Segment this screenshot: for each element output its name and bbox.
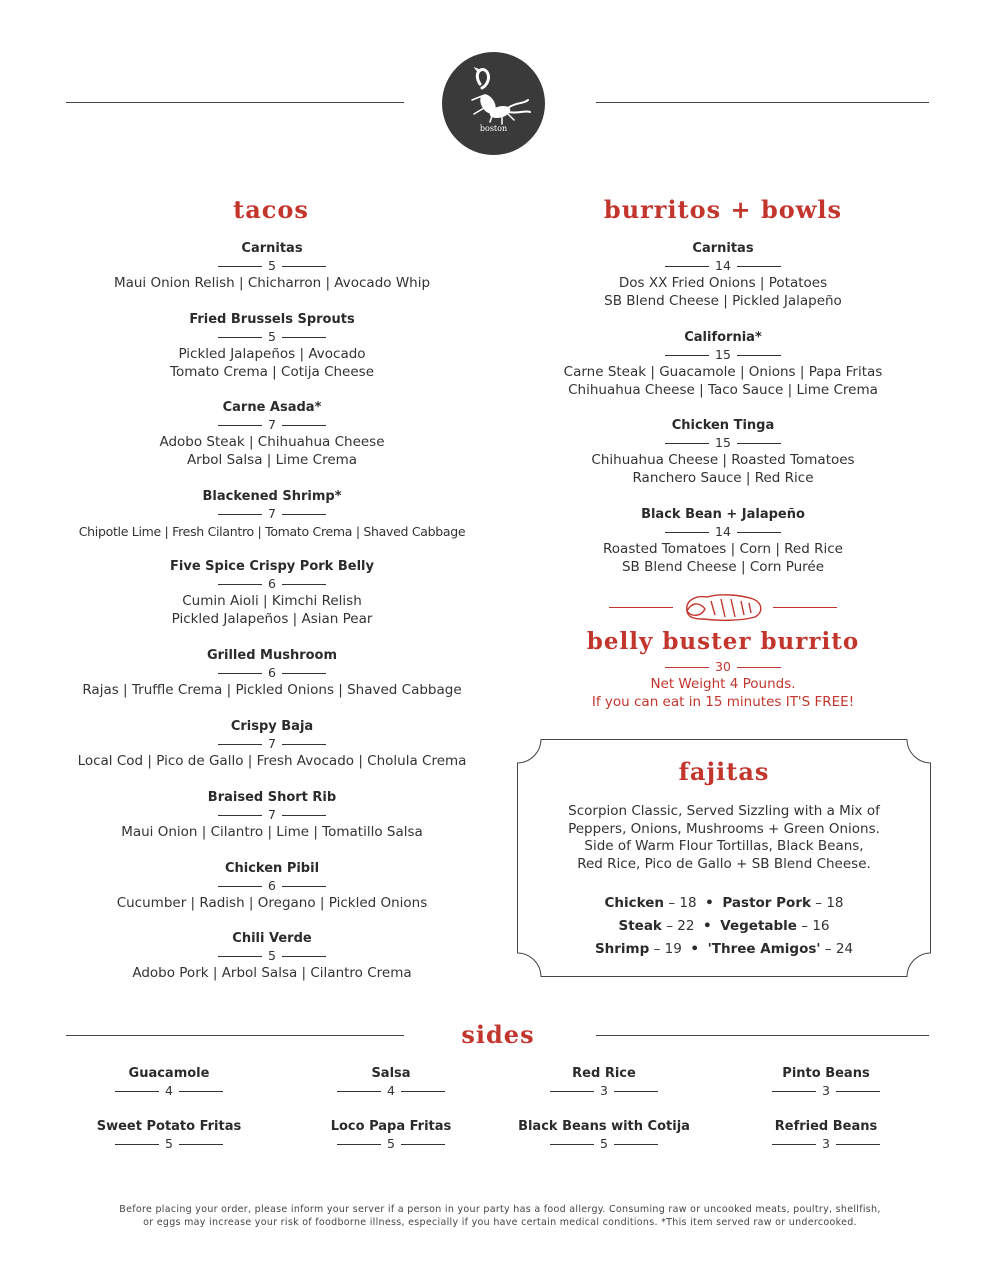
item-name: Fried Brussels Sprouts <box>189 312 355 327</box>
price-row <box>42 416 502 434</box>
fajitas-price-row: Chicken – 18 • Pastor Pork – 18 <box>604 895 844 911</box>
belly-buster-line2: If you can eat in 15 minutes IT'S FREE! <box>591 693 855 710</box>
item-name: Loco Papa Fritas <box>330 1119 452 1134</box>
burrito-icon <box>681 589 765 625</box>
side-item <box>489 1065 719 1100</box>
taco-item <box>42 647 502 718</box>
item-desc: Rajas | Truffle Crema | Pickled Onions | Shaved Cabbage <box>82 682 462 698</box>
item-price: 5 <box>268 948 276 963</box>
item-price: 14 <box>715 524 731 539</box>
item-name: Guacamole <box>128 1066 210 1081</box>
item-desc: Chihuahua Cheese | Roasted Tomatoes <box>591 452 855 468</box>
fajita-price: 19 <box>664 941 682 957</box>
item-desc: Roasted Tomatoes | Corn | Red Rice <box>603 541 843 557</box>
item-desc: Pickled Jalapeños | Avocado <box>178 346 366 362</box>
price-row <box>489 1082 719 1100</box>
item-name: Chicken Tinga <box>671 418 775 433</box>
item-name: Carnitas <box>241 241 303 256</box>
item-name: Blackened Shrimp* <box>202 489 342 504</box>
item-name: Black Bean + Jalapeño <box>641 507 805 522</box>
price-row <box>42 664 502 682</box>
belly-buster-title: belly buster burrito <box>586 628 860 655</box>
header-rule-left <box>66 102 404 103</box>
item-name: Braised Short Rib <box>207 790 337 805</box>
price-row <box>42 806 502 824</box>
item-name: Chili Verde <box>232 931 312 946</box>
item-desc: Chihuahua Cheese | Taco Sauce | Lime Crema <box>568 381 878 398</box>
taco-item <box>42 488 502 558</box>
item-desc: Tomato Crema | Cotija Cheese <box>170 363 374 380</box>
item-name: Sweet Potato Fritas <box>96 1119 242 1134</box>
fajitas-price-row: Shrimp – 19 • 'Three Amigos' – 24 <box>594 941 854 957</box>
taco-item <box>42 311 502 399</box>
side-item <box>54 1065 284 1100</box>
price-row <box>42 328 502 346</box>
item-name: Crispy Baja <box>230 719 314 734</box>
item-name: Carnitas <box>692 241 754 256</box>
fajita-price: 16 <box>812 918 830 934</box>
fajitas-desc: Side of Warm Flour Tortillas, Black Beans, <box>584 838 864 854</box>
item-price: 4 <box>387 1083 395 1098</box>
item-desc: SB Blend Cheese | Corn Purée <box>621 558 825 575</box>
fajita-price: 24 <box>835 941 854 957</box>
burrito-item <box>523 506 923 576</box>
burrito-item <box>523 417 923 506</box>
side-item <box>54 1118 284 1153</box>
item-desc: Local Cod | Pico de Gallo | Fresh Avocado | Cholula Crema <box>77 753 467 769</box>
item-desc: Adobo Pork | Arbol Salsa | Cilantro Crema <box>132 965 412 981</box>
taco-item <box>42 399 502 488</box>
item-price: 5 <box>165 1136 173 1151</box>
scorpion-icon <box>442 52 545 155</box>
burrito-item <box>523 329 923 417</box>
side-item <box>276 1118 506 1153</box>
belly-buster <box>573 588 873 711</box>
price-row <box>523 346 923 364</box>
item-price: 7 <box>268 736 276 751</box>
item-price: 6 <box>268 878 276 893</box>
taco-item <box>42 718 502 789</box>
taco-item <box>42 558 502 647</box>
taco-item <box>42 789 502 860</box>
item-desc: Maui Onion | Cilantro | Lime | Tomatillo Salsa <box>121 824 423 840</box>
item-price: 3 <box>822 1083 830 1098</box>
item-price: 15 <box>715 435 731 450</box>
fajitas-desc: Scorpion Classic, Served Sizzling with a Mix of <box>568 803 880 819</box>
burrito-item <box>523 240 923 329</box>
burritos-title: burritos + bowls <box>603 195 843 224</box>
tacos-title: tacos <box>233 195 309 224</box>
sides-rule-left <box>66 1035 404 1036</box>
item-price: 4 <box>165 1083 173 1098</box>
taco-item <box>42 930 502 983</box>
fajitas-desc: Red Rice, Pico de Gallo + SB Blend Cheese. <box>577 855 871 872</box>
item-price: 5 <box>600 1136 608 1151</box>
item-price: 14 <box>715 258 731 273</box>
price-row <box>42 947 502 965</box>
price-row <box>523 434 923 452</box>
item-name: Carne Asada* <box>222 400 322 415</box>
item-desc: SB Blend Cheese | Pickled Jalapeño <box>604 292 842 309</box>
item-desc: Adobo Steak | Chihuahua Cheese <box>159 434 385 450</box>
item-name: Pinto Beans <box>782 1066 870 1081</box>
price-row <box>42 575 502 593</box>
fajitas-price-row: Steak – 22 • Vegetable – 16 <box>618 918 830 934</box>
taco-item <box>42 860 502 930</box>
price-row <box>523 523 923 541</box>
side-item <box>711 1118 941 1153</box>
item-desc: Carne Steak | Guacamole | Onions | Papa Fritas <box>563 364 883 380</box>
fajita-name: Shrimp <box>594 941 650 957</box>
price-row <box>42 257 502 275</box>
item-price: 15 <box>715 347 731 362</box>
allergy-disclaimer <box>60 1203 940 1229</box>
item-price: 7 <box>268 506 276 521</box>
item-desc: Chipotle Lime | Fresh Cilantro | Tomato Crema | Shaved Cabbage <box>78 524 466 539</box>
fajita-price: 18 <box>679 895 697 911</box>
price-row <box>711 1135 941 1153</box>
price-row <box>489 1135 719 1153</box>
item-name: Grilled Mushroom <box>206 648 338 663</box>
price-row <box>276 1082 506 1100</box>
item-name: Chicken Pibil <box>224 861 320 876</box>
item-desc: Cumin Aioli | Kimchi Relish <box>182 593 362 609</box>
belly-buster-line1: Net Weight 4 Pounds. <box>650 676 796 692</box>
price-row <box>523 257 923 275</box>
fajita-price: 18 <box>826 895 844 911</box>
item-name: Five Spice Crispy Pork Belly <box>170 559 374 574</box>
fajita-price: 22 <box>677 918 695 934</box>
fajitas-desc: Peppers, Onions, Mushrooms + Green Onions. <box>568 820 880 837</box>
tacos-list <box>42 240 502 983</box>
item-name: California* <box>684 330 762 345</box>
item-name: Black Beans with Cotija <box>518 1119 690 1134</box>
item-price: 6 <box>268 576 276 591</box>
disclaimer-line: or eggs may increase your risk of foodborne illness, especially if you have certain medical conditions. *This item served raw or undercooked. <box>143 1217 857 1228</box>
item-price: 7 <box>268 417 276 432</box>
price-row <box>54 1135 284 1153</box>
item-desc: Arbol Salsa | Lime Crema <box>186 451 358 468</box>
logo <box>442 52 545 155</box>
item-price: 3 <box>822 1136 830 1151</box>
disclaimer-line: Before placing your order, please inform your server if a person in your party has a food allergy. Consuming raw or uncooked meats, poultry, shellfish, <box>119 1204 881 1215</box>
side-item <box>711 1065 941 1100</box>
item-desc: Dos XX Fried Onions | Potatoes <box>618 275 828 291</box>
item-price: 5 <box>268 329 276 344</box>
fajitas-title: fajitas <box>678 757 770 786</box>
logo-text: boston <box>479 124 508 133</box>
item-price: 5 <box>387 1136 395 1151</box>
taco-item <box>42 240 502 311</box>
item-price: 5 <box>268 258 276 273</box>
fajita-name: Vegetable <box>720 918 797 934</box>
item-name: Red Rice <box>572 1066 636 1081</box>
fajitas-box <box>517 739 931 977</box>
price-row <box>54 1082 284 1100</box>
item-price: 7 <box>268 807 276 822</box>
fajita-name: Steak <box>618 918 662 934</box>
price-row <box>711 1082 941 1100</box>
side-item <box>489 1118 719 1153</box>
item-name: Salsa <box>371 1066 411 1081</box>
belly-buster-price: 30 <box>715 659 731 674</box>
item-price: 6 <box>268 665 276 680</box>
sides-rule-right <box>596 1035 929 1036</box>
side-item <box>276 1065 506 1100</box>
price-row <box>276 1135 506 1153</box>
fajita-name: Chicken <box>604 895 665 911</box>
header-rule-right <box>596 102 929 103</box>
price-row <box>42 735 502 753</box>
item-desc: Maui Onion Relish | Chicharron | Avocado Whip <box>113 275 431 291</box>
item-name: Refried Beans <box>774 1119 878 1134</box>
price-row <box>573 658 873 676</box>
item-desc: Pickled Jalapeños | Asian Pear <box>171 610 373 627</box>
price-row <box>42 877 502 895</box>
fajita-name: 'Three Amigos' <box>707 941 821 957</box>
item-desc: Cucumber | Radish | Oregano | Pickled Onions <box>116 895 428 911</box>
sides-title: sides <box>461 1020 535 1049</box>
burritos-list <box>523 240 923 576</box>
fajita-name: Pastor Pork <box>722 895 811 911</box>
item-price: 3 <box>600 1083 608 1098</box>
item-desc: Ranchero Sauce | Red Rice <box>632 469 814 486</box>
price-row <box>42 505 502 523</box>
